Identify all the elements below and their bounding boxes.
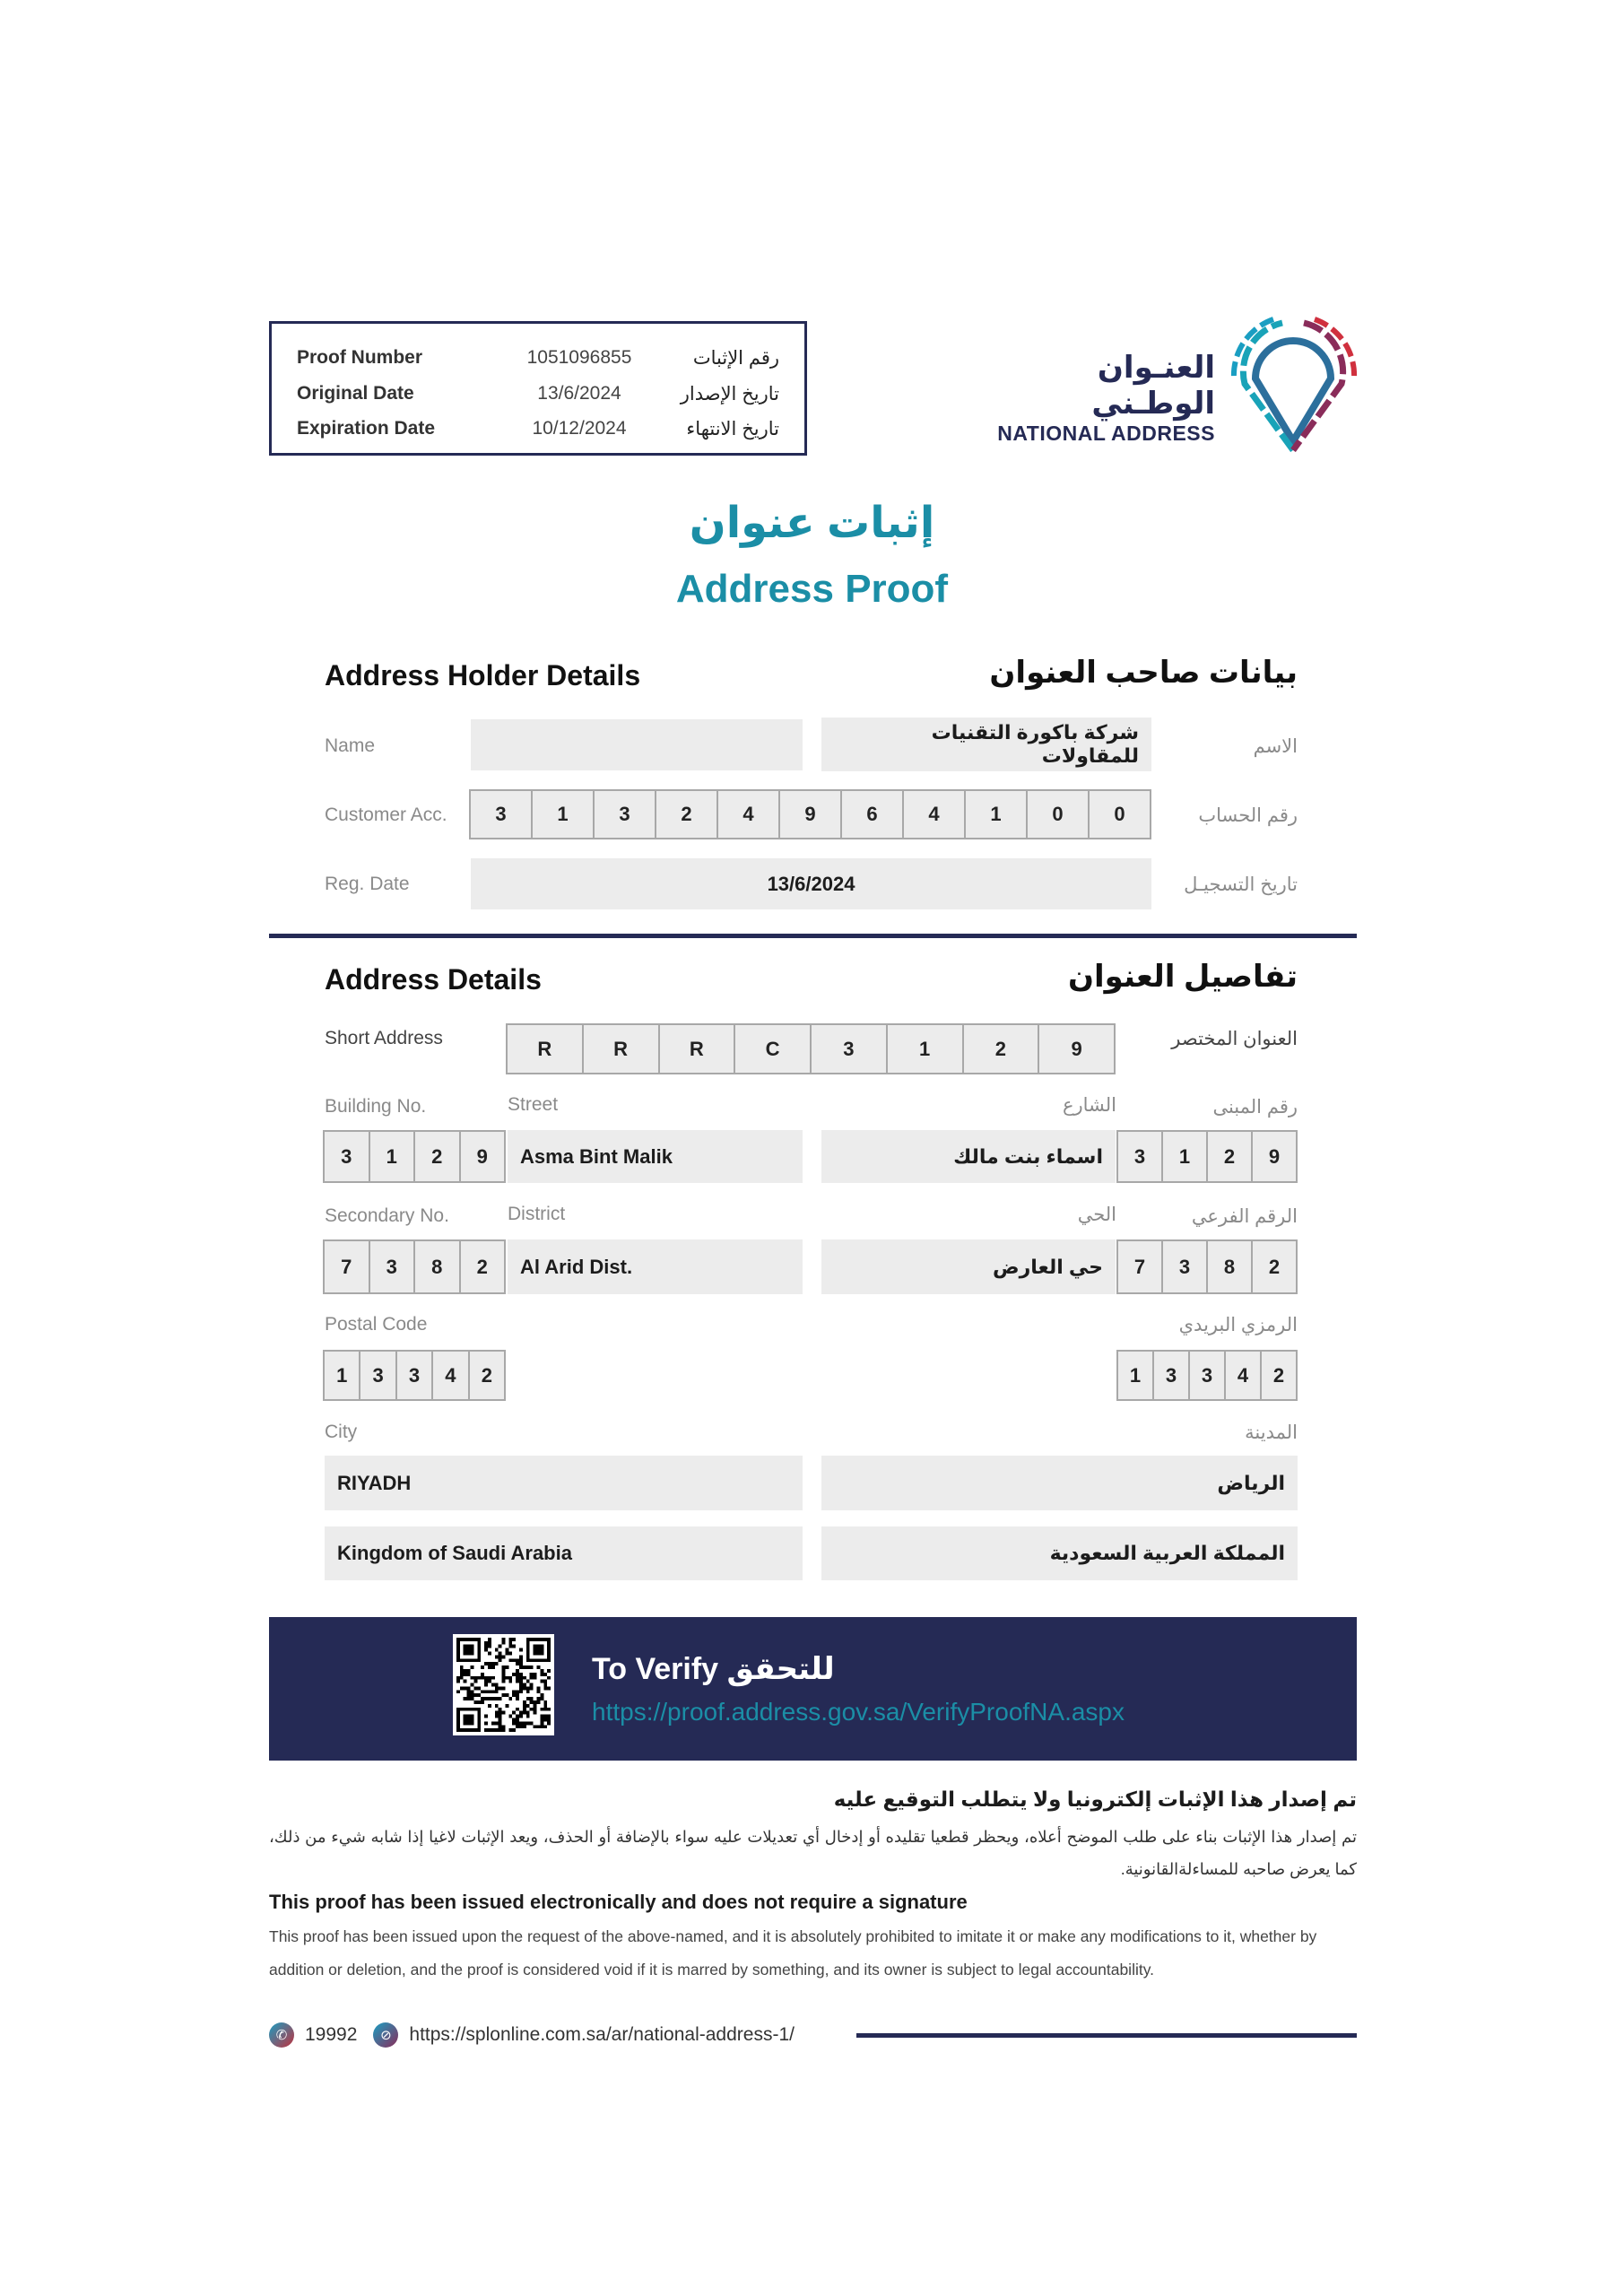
digit-box: 9 [1038, 1023, 1116, 1074]
account-number-boxes [471, 789, 1151, 839]
digit-box: 3 [593, 789, 656, 839]
proof-number-label-ar: رقم الإثبات [692, 348, 779, 369]
proof-number-value: 1051096855 [526, 347, 632, 368]
short-address-boxes [508, 1023, 1116, 1074]
original-date-label-ar: تاريخ الإصدار [680, 384, 779, 404]
digit-box: R [506, 1023, 584, 1074]
logo-text-en: NATIONAL ADDRESS [997, 422, 1215, 445]
digit-box: 3 [1116, 1130, 1163, 1183]
section-divider [269, 934, 1357, 938]
building-label-ar: رقم المبنى [1212, 1097, 1298, 1118]
globe-icon: ⊘ [373, 2022, 398, 2048]
postal-code-boxes [325, 1350, 506, 1401]
digit-box: 3 [1152, 1350, 1190, 1401]
digit-box: 1 [323, 1350, 360, 1401]
name-field-en [471, 719, 803, 770]
holder-heading-ar: بيانات صاحب العنوان [989, 656, 1298, 690]
digit-box: 4 [902, 789, 966, 839]
digit-box: 2 [1260, 1350, 1298, 1401]
phone-icon: ✆ [269, 2022, 294, 2048]
digit-box: 3 [359, 1350, 396, 1401]
digit-box: 2 [459, 1239, 507, 1294]
street-field-en: Asma Bint Malik [508, 1130, 803, 1183]
original-date-label: Original Date [297, 383, 414, 404]
footer-contact [269, 2022, 795, 2048]
digit-box: 4 [1224, 1350, 1262, 1401]
proof-number-row [297, 347, 779, 379]
digit-box: 3 [395, 1350, 433, 1401]
expiration-date-label: Expiration Date [297, 418, 436, 439]
country-field-ar: المملكة العربية السعودية [821, 1526, 1298, 1580]
district-label: District [508, 1204, 566, 1224]
building-number-boxes [325, 1130, 506, 1183]
digit-box: 4 [716, 789, 780, 839]
digit-box: 4 [431, 1350, 469, 1401]
digit-box: 1 [964, 789, 1028, 839]
digit-box: 2 [962, 1023, 1040, 1074]
national-address-pin-logo-icon [1229, 316, 1359, 452]
digit-box: R [582, 1023, 660, 1074]
district-label-ar: الحي [1077, 1205, 1116, 1225]
original-date-value: 13/6/2024 [537, 383, 621, 404]
digit-box: C [734, 1023, 812, 1074]
digit-box: 1 [1116, 1350, 1154, 1401]
district-field-ar: حي العارض [821, 1239, 1116, 1294]
short-address-label-ar: العنوان المختصر [1171, 1029, 1298, 1049]
digit-box: 3 [810, 1023, 888, 1074]
secondary-label: Secondary No. [325, 1205, 449, 1226]
holder-heading-en: Address Holder Details [325, 659, 641, 691]
city-field-en: RIYADH [325, 1456, 803, 1510]
disclaimer-title-ar: تم إصدار هذا الإثبات إلكترونيا ولا يتطلب التوقيع عليه [833, 1787, 1357, 1811]
verify-link[interactable]: https://proof.address.gov.sa/VerifyProofNA.aspx [592, 1698, 1125, 1726]
disclaimer-body-ar: تم إصدار هذا الإثبات بناء على طلب الموضح أعلاه، ويحظر قطعيا تقليده أو إدخال أي تعديلات عليه سواء بالإضافة أو الحذف، ويعد الإثبات لاغيا إذا شابه شيء من ذلك، كما يعرض صاحبه للمساءلةالقانونية. [269, 1828, 1357, 1878]
disclaimer-title-en: This proof has been issued electronically and does not require a signature [269, 1891, 968, 1913]
original-date-row [297, 383, 779, 415]
logo-text-ar: العنـوان الوطـني [1091, 351, 1215, 421]
reg-date-field: 13/6/2024 [471, 858, 1151, 909]
name-field-ar: شركة باكورة التقنيات للمقاولات [821, 718, 1151, 771]
national-address-logo-text [991, 350, 1215, 446]
digit-box: 9 [778, 789, 842, 839]
digit-box: 3 [469, 789, 533, 839]
secondary-number-boxes-ar [1118, 1239, 1298, 1294]
digit-box: 1 [886, 1023, 964, 1074]
digit-box: 8 [413, 1239, 461, 1294]
verify-title: To Verify للتحقق [592, 1652, 835, 1686]
digit-box: 2 [413, 1130, 461, 1183]
footer-phone[interactable]: 19992 [305, 2024, 358, 2045]
digit-box: 7 [323, 1239, 370, 1294]
digit-box: 3 [1188, 1350, 1226, 1401]
footer-line [856, 2033, 1357, 2038]
street-label: Street [508, 1094, 559, 1115]
digit-box: 1 [369, 1130, 416, 1183]
street-field-ar: اسماء بنت مالك [821, 1130, 1116, 1183]
account-label: Customer Acc. [325, 804, 447, 825]
secondary-number-boxes [325, 1239, 506, 1294]
digit-box: 3 [1161, 1239, 1208, 1294]
digit-box: 8 [1206, 1239, 1253, 1294]
expiration-date-label-ar: تاريخ الانتهاء [686, 419, 779, 439]
name-label: Name [325, 735, 376, 756]
reg-date-label-ar: تاريخ التسجيـل [1184, 874, 1298, 895]
country-field-en: Kingdom of Saudi Arabia [325, 1526, 803, 1580]
address-heading-ar: تفاصيل العنوان [1067, 960, 1298, 994]
postal-code-label-ar: الرمزي البريدي [1178, 1315, 1298, 1335]
digit-box: 0 [1026, 789, 1090, 839]
digit-box: 6 [840, 789, 904, 839]
digit-box: 2 [1251, 1239, 1298, 1294]
digit-box: 2 [655, 789, 718, 839]
city-label-ar: المدينة [1245, 1422, 1298, 1443]
page-title-ar: إثبات عنوان [689, 500, 935, 547]
secondary-label-ar: الرقم الفرعي [1191, 1206, 1298, 1227]
digit-box: 1 [1161, 1130, 1208, 1183]
qr-code-icon[interactable] [453, 1634, 554, 1735]
street-label-ar: الشارع [1062, 1095, 1116, 1116]
digit-box: 7 [1116, 1239, 1163, 1294]
city-field-ar: الرياض [821, 1456, 1298, 1510]
digit-box: 1 [531, 789, 595, 839]
disclaimer-body-en: This proof has been issued upon the request of the above-named, and it is absolutely prohibited to imitate it or make any modifications to it, whether by addition or deletion, and the proof is considered void if it is marred by something, and its owner is subject to legal accountability. [269, 1927, 1317, 1979]
expiration-date-value: 10/12/2024 [532, 418, 627, 439]
city-label: City [325, 1422, 358, 1442]
digit-box: 2 [1206, 1130, 1253, 1183]
building-number-boxes-ar [1118, 1130, 1298, 1183]
account-label-ar: رقم الحساب [1198, 805, 1298, 826]
digit-box: R [658, 1023, 736, 1074]
district-field-en: Al Arid Dist. [508, 1239, 803, 1294]
digit-box: 9 [1251, 1130, 1298, 1183]
digit-box: 3 [369, 1239, 416, 1294]
short-address-label: Short Address [325, 1028, 443, 1048]
address-heading-en: Address Details [325, 963, 542, 996]
digit-box: 9 [459, 1130, 507, 1183]
reg-date-label: Reg. Date [325, 874, 410, 894]
verify-banner [269, 1617, 1357, 1761]
name-label-ar: الاسم [1253, 736, 1298, 757]
footer-url[interactable]: https://splonline.com.sa/ar/national-address-1/ [409, 2024, 795, 2045]
postal-code-label: Postal Code [325, 1314, 428, 1335]
digit-box: 0 [1088, 789, 1151, 839]
postal-code-boxes-ar [1118, 1350, 1298, 1401]
proof-info-box [269, 321, 807, 456]
building-label: Building No. [325, 1096, 427, 1117]
expiration-date-row [297, 418, 779, 450]
digit-box: 3 [323, 1130, 370, 1183]
page-title-en: Address Proof [675, 567, 949, 611]
proof-number-label: Proof Number [297, 347, 423, 368]
digit-box: 2 [468, 1350, 506, 1401]
